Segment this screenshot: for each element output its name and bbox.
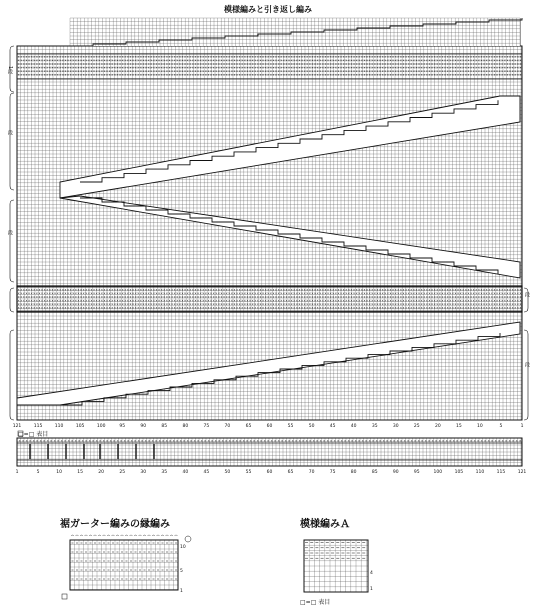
main-axis-tick: 60	[266, 424, 273, 429]
strip-axis-tick: 121	[517, 470, 527, 475]
side-mark-right-lower: 段	[524, 362, 530, 367]
strip-axis-tick: 10	[56, 470, 62, 475]
side-bracket-4	[10, 330, 14, 420]
strip-axis-tick: 65	[287, 470, 294, 475]
strip-axis-tick: 15	[77, 470, 83, 475]
strip-grid	[17, 438, 522, 466]
strip-axis-tick: 55	[245, 470, 252, 475]
strip-axis-tick: 75	[329, 470, 336, 475]
strip-axis-tick: 80	[350, 470, 357, 475]
strip-axis-tick: 35	[161, 470, 168, 475]
main-axis-tick: 35	[371, 424, 378, 429]
strip-axis-tick: 30	[140, 470, 147, 475]
pattern-legend-text: □=□ 表目	[300, 599, 331, 606]
border-grid	[70, 540, 178, 590]
strip-axis-tick: 1	[15, 470, 19, 475]
main-axis-tick: 75	[203, 424, 210, 429]
strip-axis-tick: 45	[203, 470, 210, 475]
pattern-row-numbers	[370, 570, 373, 592]
strip-axis-tick: 60	[266, 470, 273, 475]
main-axis-tick: 15	[456, 424, 462, 429]
main-axis-tick: 20	[434, 424, 441, 429]
border-garter-symbols	[72, 543, 178, 579]
main-axis-tick: 40	[350, 424, 357, 429]
strip-axis-tick: 95	[413, 470, 420, 475]
border-row-numbers	[180, 544, 186, 594]
legend-text: □=□ 表目	[18, 431, 49, 438]
border-row-number: 10	[180, 545, 186, 550]
side-bracket-1	[10, 93, 14, 190]
main-axis-tick: 10	[477, 424, 483, 429]
strip-stitch-axis	[16, 469, 527, 475]
main-axis-tick: 5	[499, 424, 503, 429]
strip-axis-tick: 40	[182, 470, 189, 475]
main-axis-tick: 65	[245, 424, 252, 429]
wedge-bottom-stair	[60, 333, 500, 405]
border-title: 裾ガーター編みの縁編み	[60, 519, 170, 530]
strip-axis-tick: 115	[496, 470, 506, 475]
main-stitch-axis	[13, 423, 524, 429]
strip-axis-tick: 5	[36, 470, 40, 475]
border-top-symbols	[71, 535, 178, 536]
right-bracket-1	[524, 330, 528, 420]
main-axis-tick: 100	[96, 424, 106, 429]
pattern-a-title: 模様編みＡ	[300, 519, 350, 530]
strip-axis-tick: 50	[224, 470, 231, 475]
main-axis-tick: 70	[224, 424, 231, 429]
main-axis-tick: 121	[12, 424, 22, 429]
strip-axis-tick: 110	[475, 470, 485, 475]
side-mark-right: 段	[524, 292, 530, 297]
main-axis-tick: 50	[308, 424, 315, 429]
pattern-row-number: 1	[370, 587, 373, 592]
strip-axis-tick: 25	[119, 470, 126, 475]
pattern-row-number: 4	[370, 571, 373, 576]
side-mark-lower: 段	[7, 230, 13, 235]
main-axis-tick: 45	[329, 424, 336, 429]
strip-axis-tick: 90	[392, 470, 399, 475]
side-mark-top: 1段	[7, 66, 13, 75]
strip-axis-tick: 85	[371, 470, 378, 475]
pattern-band-top	[18, 56, 521, 76]
main-axis-tick: 90	[140, 424, 147, 429]
main-axis-tick: 55	[287, 424, 294, 429]
main-axis-tick: 1	[520, 424, 524, 429]
border-row-number: 1	[180, 589, 183, 594]
main-axis-tick: 25	[413, 424, 420, 429]
main-axis-tick: 95	[119, 424, 126, 429]
strip-axis-tick: 100	[433, 470, 443, 475]
side-bracket-2	[10, 200, 14, 282]
border-legend-box	[62, 594, 67, 599]
main-axis-tick: 85	[161, 424, 168, 429]
main-axis-tick: 80	[182, 424, 189, 429]
strip-axis-tick: 20	[98, 470, 105, 475]
main-axis-tick: 105	[75, 424, 85, 429]
main-title: 模様編みと引き返し編み	[224, 5, 312, 14]
side-mark-middle: 段	[7, 130, 13, 135]
strip-axis-tick: 70	[308, 470, 315, 475]
main-axis-tick: 115	[33, 424, 43, 429]
border-ring	[185, 536, 191, 542]
strip-axis-tick: 105	[454, 470, 464, 475]
border-row-number: 5	[180, 569, 183, 574]
side-bracket-3	[10, 288, 14, 312]
pattern-band-middle	[18, 289, 521, 309]
main-axis-tick: 30	[392, 424, 399, 429]
main-axis-tick: 110	[54, 424, 64, 429]
